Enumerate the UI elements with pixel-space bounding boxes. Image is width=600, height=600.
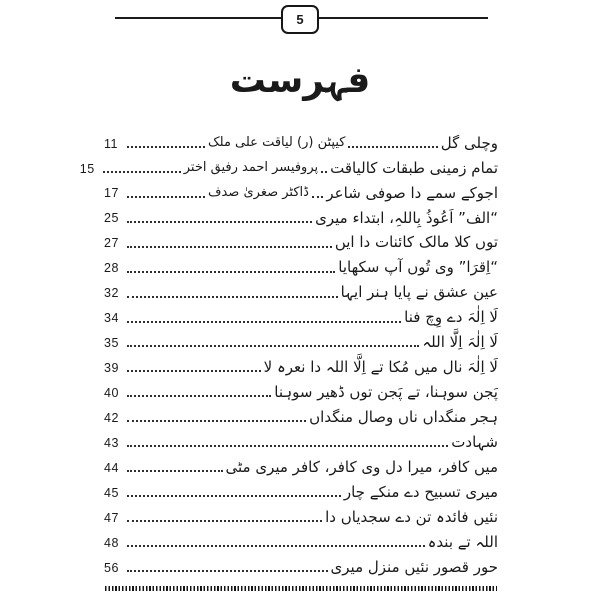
- toc-entry: [104, 479, 498, 504]
- toc-entry-page: 34: [104, 311, 119, 326]
- toc-entry: [104, 255, 498, 280]
- page-number-box: [281, 5, 319, 34]
- leader-dots: [127, 345, 419, 347]
- toc-entry-title: لَا اِلٰہَ اِلَّا اللہ: [422, 333, 498, 352]
- toc-entry-title: حور قصور نئیں منزل میری: [330, 557, 498, 576]
- page-number: 5: [296, 12, 304, 27]
- toc-entry-title: میں کافر، میرا دل وی کافر، کافر میری مٹی: [225, 457, 498, 476]
- toc-entry: [104, 230, 498, 255]
- toc-entry-title: شہادت: [451, 432, 498, 451]
- toc-entry-page: 27: [104, 236, 119, 251]
- toc-entry-title: لَا اِلٰہَ نال میں مُکا تے اِلَّا اللہ دا نعرہ لا: [263, 358, 498, 377]
- bottom-separator: [105, 586, 497, 591]
- toc-entry: [104, 180, 498, 205]
- toc-entry: [104, 454, 498, 479]
- toc-entry-page: 32: [104, 286, 119, 301]
- leader-dots: [127, 370, 261, 372]
- page-title: فہرست: [229, 60, 371, 101]
- toc-entry-page: 47: [104, 510, 119, 525]
- toc-entry-title: ہجر منگداں ناں وصال منگداں: [309, 408, 498, 426]
- leader-dots: [127, 221, 312, 223]
- toc-entry-author: کیپٹن (ر) لیاقت علی ملک: [208, 135, 346, 150]
- toc-entry-title: تمام زمینی طبقات کالیاقت: [330, 158, 498, 177]
- toc-entry: [104, 504, 498, 529]
- toc-entry-title: توں کلا مالک کائنات دا ایں: [334, 233, 498, 252]
- toc-entry-author: پروفیسر احمد رفیق اختر: [183, 159, 319, 175]
- toc-entry-title: “الف” اَعُوذُ بِاللہِ، ابتداء میری: [315, 208, 498, 227]
- toc-entry: [104, 429, 498, 454]
- toc-entry: [104, 554, 498, 579]
- leader-dots: [127, 420, 306, 422]
- leader-dots: [127, 495, 341, 497]
- toc-entry-page: 15: [79, 161, 95, 176]
- toc-entry-title: میری تسبیح دے منکے چار: [343, 482, 498, 501]
- toc-entry-page: 44: [104, 460, 119, 475]
- toc-entry-title: وچلی گل: [440, 133, 498, 152]
- leader-dots: [127, 395, 271, 397]
- toc-entry-title: لَا اِلٰہَ دے وِچ فنا: [404, 308, 498, 327]
- leader-dots-2: [127, 146, 205, 148]
- toc-entry-page: 48: [104, 535, 119, 550]
- leader-dots: [127, 445, 448, 447]
- toc-entry-page: 42: [104, 410, 119, 425]
- leader-dots: [127, 246, 332, 248]
- leader-dots: [127, 321, 401, 323]
- leader-dots: [127, 545, 425, 547]
- toc-entry: [104, 354, 498, 379]
- toc-entry-title: پَجن سوہنا، تے پَجن توں ڈھیر سوہنا: [274, 383, 498, 402]
- toc-entry-page: 35: [104, 336, 119, 351]
- toc-entry-title: اجوکے سمے دا صوفی شاعر: [326, 183, 498, 202]
- toc-entry: [104, 280, 498, 305]
- toc-entry-page: 39: [104, 361, 119, 375]
- toc-entry-page: 56: [104, 560, 119, 575]
- toc-entry-page: 28: [104, 261, 119, 276]
- leader-dots: [127, 271, 335, 273]
- toc-entry: [104, 330, 498, 355]
- toc-entry: [104, 404, 498, 429]
- toc-entry-page: 17: [104, 186, 119, 201]
- leader-dots-2: [103, 171, 181, 173]
- toc-entry-title: “اِقرَا” وی تُوں آپ سکھایا: [338, 258, 498, 277]
- toc-entry-page: 25: [104, 211, 119, 226]
- toc-entry-page: 45: [104, 485, 119, 500]
- leader-dots: [127, 520, 322, 522]
- leader-dots: [127, 470, 223, 472]
- toc-entry: [104, 205, 498, 230]
- toc-entry-title: اللہ تے بندہ: [427, 532, 498, 551]
- toc-entry: [104, 529, 498, 554]
- toc-entry-title: نئیں فائدہ تن دے سجدیاں دا: [325, 507, 498, 526]
- toc-entry: [79, 155, 498, 180]
- toc-entry: [104, 379, 498, 404]
- toc-list: [79, 130, 498, 579]
- toc-entry: [104, 130, 498, 155]
- leader-dots: [312, 196, 323, 198]
- leader-dots: [127, 296, 338, 298]
- leader-dots: [348, 146, 437, 148]
- toc-entry-page: 40: [104, 385, 119, 400]
- toc-entry: [104, 305, 498, 330]
- toc-entry-page: 11: [104, 136, 118, 151]
- leader-dots: [127, 570, 328, 572]
- leader-dots-2: [127, 196, 205, 198]
- toc-entry-page: 43: [104, 435, 119, 450]
- toc-entry-author: ڈاکٹر صغریٰ صدف: [208, 184, 309, 200]
- leader-dots: [321, 171, 327, 173]
- toc-entry-title: عین عشق نے پایا ہنر ایہا: [340, 283, 498, 302]
